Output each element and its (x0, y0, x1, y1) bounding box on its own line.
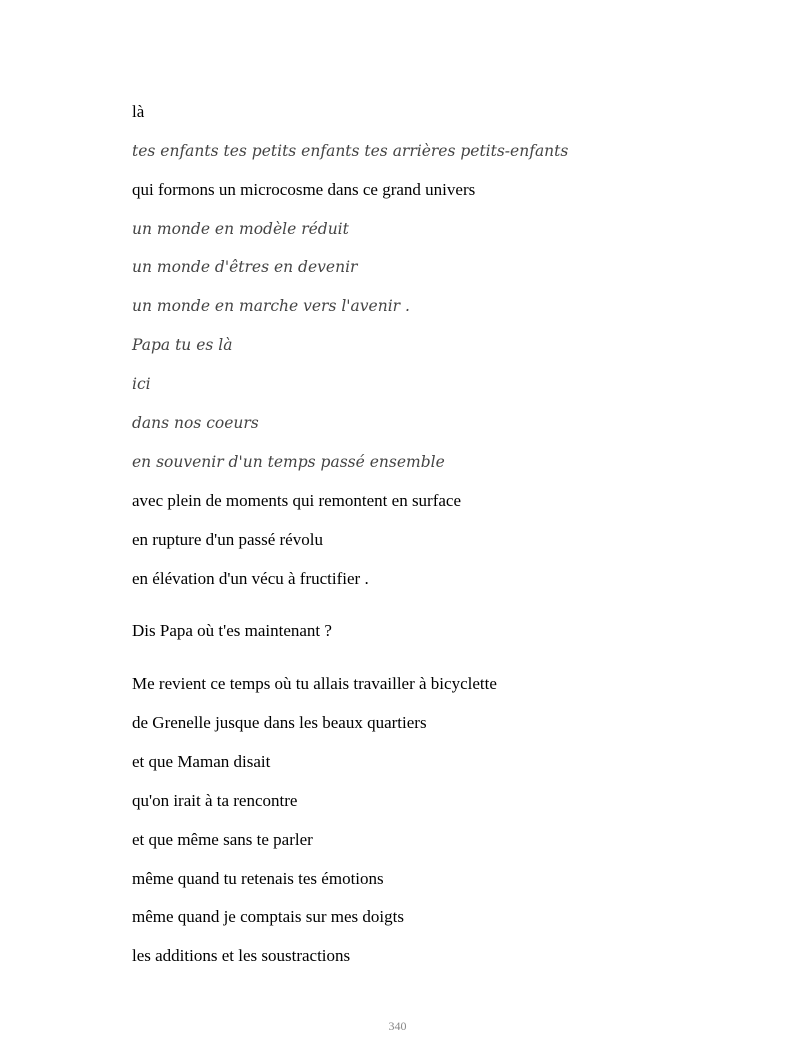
poem-line-6: un monde en marche vers l'avenir . (132, 297, 410, 315)
poem-line-16: de Grenelle jusque dans les beaux quartiers (132, 713, 427, 732)
poem-line-3: qui formons un microcosme dans ce grand univers (132, 180, 476, 199)
poem-line-11: avec plein de moments qui remontent en surface (132, 491, 462, 510)
poem-line-15: Me revient ce temps où tu allais travailler à bicyclette (132, 674, 497, 693)
poem-line-13: en élévation d'un vécu à fructifier . (132, 569, 369, 588)
poem-line-7: Papa tu es là (132, 336, 233, 354)
poem-line-5: un monde d'êtres en devenir (132, 258, 358, 276)
poem-line-20: même quand tu retenais tes émotions (132, 869, 384, 888)
poem-line-9: dans nos coeurs (132, 414, 259, 432)
poem-line-17: et que Maman disait (132, 752, 271, 771)
page-number: 340 (388, 1019, 407, 1033)
poem-line-8: ici (132, 375, 151, 393)
poem-line-12: en rupture d'un passé révolu (132, 530, 323, 549)
poem-line-14: Dis Papa où t'es maintenant ? (132, 621, 332, 640)
poem-line-19: et que même sans te parler (132, 830, 313, 849)
poem-line-2: tes enfants tes petits enfants tes arrières petits-enfants (132, 142, 569, 160)
poem-line-10: en souvenir d'un temps passé ensemble (132, 453, 445, 471)
poem-line-18: qu'on irait à ta rencontre (132, 791, 298, 810)
poem-line-22: les additions et les soustractions (132, 946, 351, 965)
poem-line-21: même quand je comptais sur mes doigts (132, 907, 404, 926)
poem-line-4: un monde en modèle réduit (132, 220, 349, 238)
poem-line-1: là (132, 102, 145, 121)
